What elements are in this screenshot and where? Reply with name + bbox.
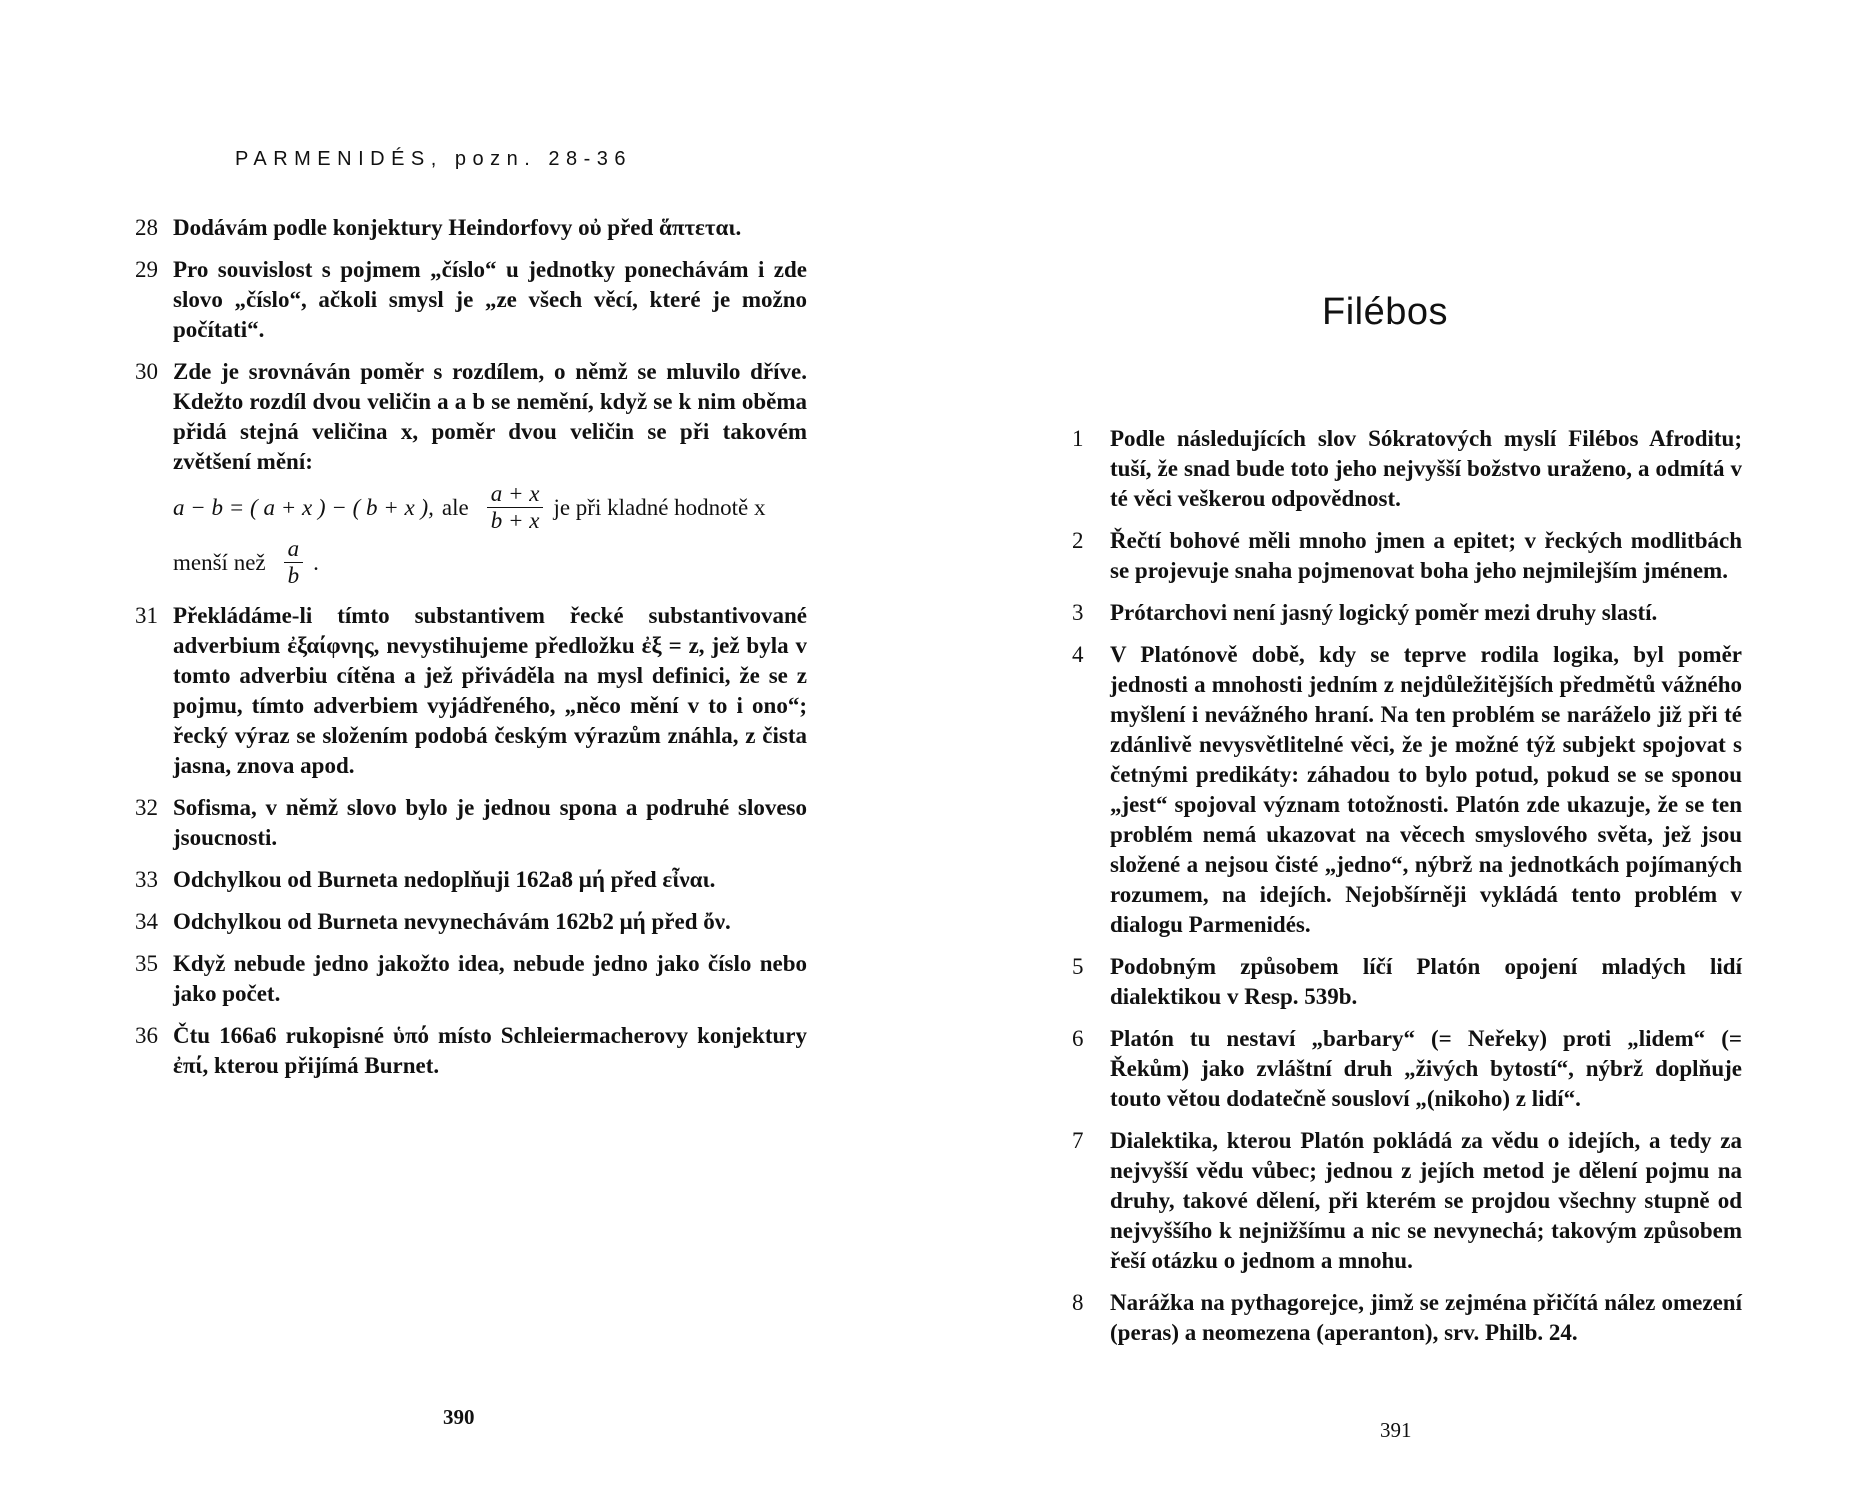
note-text: Dialektika, kterou Platón pokládá za vědu o idejích, a tedy za nejvyšší vědu vůbec; jednou z jejích metod je dělení pojmu na druhy, takové dělení, při kterém se projdou všechny stupně od nejvyššího k nejnižšímu a nic se nevynechá; takovým způsobem řeší otázku o jednom a mnohu. — [1110, 1128, 1742, 1273]
note-text: V Platónově době, kdy se teprve rodila logika, byl poměr jednosti a mnohosti jedním z nejdůležitějších předmětů vážného myšlení i nevážného hraní. Na ten problém se naráželo již při té zdánlivě nevysvětlitelné věci, že je možné týž subjekt spojovat s četnými predikáty: záhadou to bylo potud, pokud se se sponou „jest“ spojoval význam totožnosti. Platón zde ukazuje, že se ten problém nemá ukazovat na věcech smyslového světa, jež jsou složené a nejsou čisté „jedno“, nýbrž na jednotkách pojímaných rozumem, na idejích. Nejobšírněji vykládá tento problém v dialogu Parmenidés. — [1110, 642, 1742, 937]
note-number: 6 — [1072, 1026, 1084, 1051]
note-text: Platón tu nestaví „barbary“ (= Neřeky) proti „lidem“ (= Řekům) jako zvláštní druh „živých bytostí“, nýbrž doplňuje touto větou dodatečně sousloví „(nikoho) z lidí“. — [1110, 1026, 1742, 1111]
note-5 — [1072, 952, 1742, 1012]
note-number: 33 — [135, 867, 158, 892]
note-text: Dodávám podle konjektury Heindorfovy οὐ před ἅπτεται. — [173, 215, 742, 240]
running-head: PARMENIDÉS, pozn. 28-36 — [235, 148, 633, 170]
note-6 — [1072, 1024, 1742, 1114]
note-33 — [135, 865, 807, 895]
math-formula-cont — [173, 536, 807, 589]
note-text: Odchylkou od Burneta nevynechávám 162b2 μή před ὄν. — [173, 909, 731, 934]
note-text: Narážka na pythagorejce, jimž se zejména přičítá nález omezení (peras) a neomezena (aperanton), srv. Philb. 24. — [1110, 1290, 1742, 1345]
math-condition: je při kladné hodnotě x — [553, 494, 766, 520]
note-35 — [135, 949, 807, 1009]
note-text: Odchylkou od Burneta nedoplňuji 162a8 μή před εἶναι. — [173, 867, 716, 892]
note-1 — [1072, 424, 1742, 514]
fraction-a-over-b — [284, 536, 304, 589]
note-8 — [1072, 1288, 1742, 1348]
note-text: Řečtí bohové měli mnoho jmen a epitet; v řeckých modlitbách se projevuje snaha pojmenovat boha jeho nejmilejším jménem. — [1110, 528, 1742, 583]
note-text: Překládáme-li tímto substantivem řecké substantivované adverbium ἐξαίφνης, nevystihujeme předložku ἐξ = z, jež byla v tomto adverbiu cítěna a jež přiváděla na mysl definici, že se z pojmu, tímto adverbiem vyjádřeného, „něco mění v to i ono“; řecký výraz se složením podobá českým výrazům znáhla, z čista jasna, znova apod. — [173, 603, 807, 778]
math-period: . — [313, 549, 319, 575]
note-text: Zde je srovnáván poměr s rozdílem, o němž se mluvilo dříve. Kdežto rozdíl dvou veličin a a b se nemění, když se k nim oběma přidá stejná veličina x, poměr dvou veličin se při takovém zvětšení mění: — [173, 359, 807, 474]
note-29 — [135, 255, 807, 345]
note-number: 32 — [135, 795, 158, 820]
note-4 — [1072, 640, 1742, 940]
note-28 — [135, 213, 807, 243]
note-number: 31 — [135, 603, 158, 628]
fraction-denominator: b + x — [490, 508, 540, 533]
math-formula — [173, 481, 807, 534]
note-number: 2 — [1072, 528, 1084, 553]
note-number: 7 — [1072, 1128, 1084, 1153]
note-number: 29 — [135, 257, 158, 282]
note-7 — [1072, 1126, 1742, 1276]
note-32 — [135, 793, 807, 853]
fraction-a-plus-x — [487, 481, 544, 534]
note-34 — [135, 907, 807, 937]
note-number: 28 — [135, 215, 158, 240]
chapter-title: Filébos — [1322, 291, 1448, 334]
math-mensi: menší než — [173, 549, 266, 575]
note-number: 5 — [1072, 954, 1084, 979]
note-number: 35 — [135, 951, 158, 976]
page-number-right: 391 — [1380, 1418, 1412, 1442]
notes-list-left — [135, 213, 807, 1093]
note-36 — [135, 1021, 807, 1081]
notes-list-right — [1072, 424, 1742, 1360]
fraction-numerator: a + x — [490, 481, 540, 506]
note-text: Když nebude jedno jakožto idea, nebude jedno jako číslo nebo jako počet. — [173, 951, 807, 1006]
note-text: Sofisma, v němž slovo bylo je jednou spona a podruhé sloveso jsoucnosti. — [173, 795, 807, 850]
fraction-numerator: a — [287, 536, 300, 561]
note-number: 3 — [1072, 600, 1084, 625]
math-ale: ale — [441, 494, 469, 520]
note-text: Podobným způsobem líčí Platón opojení mladých lidí dialektikou v Resp. 539b. — [1110, 954, 1742, 1009]
note-number: 1 — [1072, 426, 1084, 451]
page-number-left: 390 — [443, 1405, 475, 1429]
note-number: 4 — [1072, 642, 1084, 667]
note-31 — [135, 601, 807, 781]
math-expression: a − b = ( a + x ) − ( b + x ), — [173, 494, 434, 520]
note-3 — [1072, 598, 1742, 628]
note-text: Podle následujících slov Sókratových myslí Filébos Afroditu; tuší, že snad bude toto jeho nejvyšší božstvo uraženo, a odmítá v té věci veškerou odpovědnost. — [1110, 426, 1742, 511]
note-text: Pro souvislost s pojmem „číslo“ u jednotky ponechávám i zde slovo „číslo“, ačkoli smysl je „ze všech věcí, které je možno počítati“. — [173, 257, 807, 342]
note-text: Čtu 166a6 rukopisné ὑπό místo Schleiermacherovy konjektury ἐπί, kterou přijímá Burnet. — [173, 1023, 807, 1078]
note-number: 34 — [135, 909, 158, 934]
note-2 — [1072, 526, 1742, 586]
note-number: 8 — [1072, 1290, 1084, 1315]
fraction-denominator: b — [287, 563, 300, 588]
note-30 — [135, 357, 807, 589]
note-number: 36 — [135, 1023, 158, 1048]
note-text: Prótarchovi není jasný logický poměr mezi druhy slastí. — [1110, 600, 1658, 625]
note-number: 30 — [135, 359, 158, 384]
